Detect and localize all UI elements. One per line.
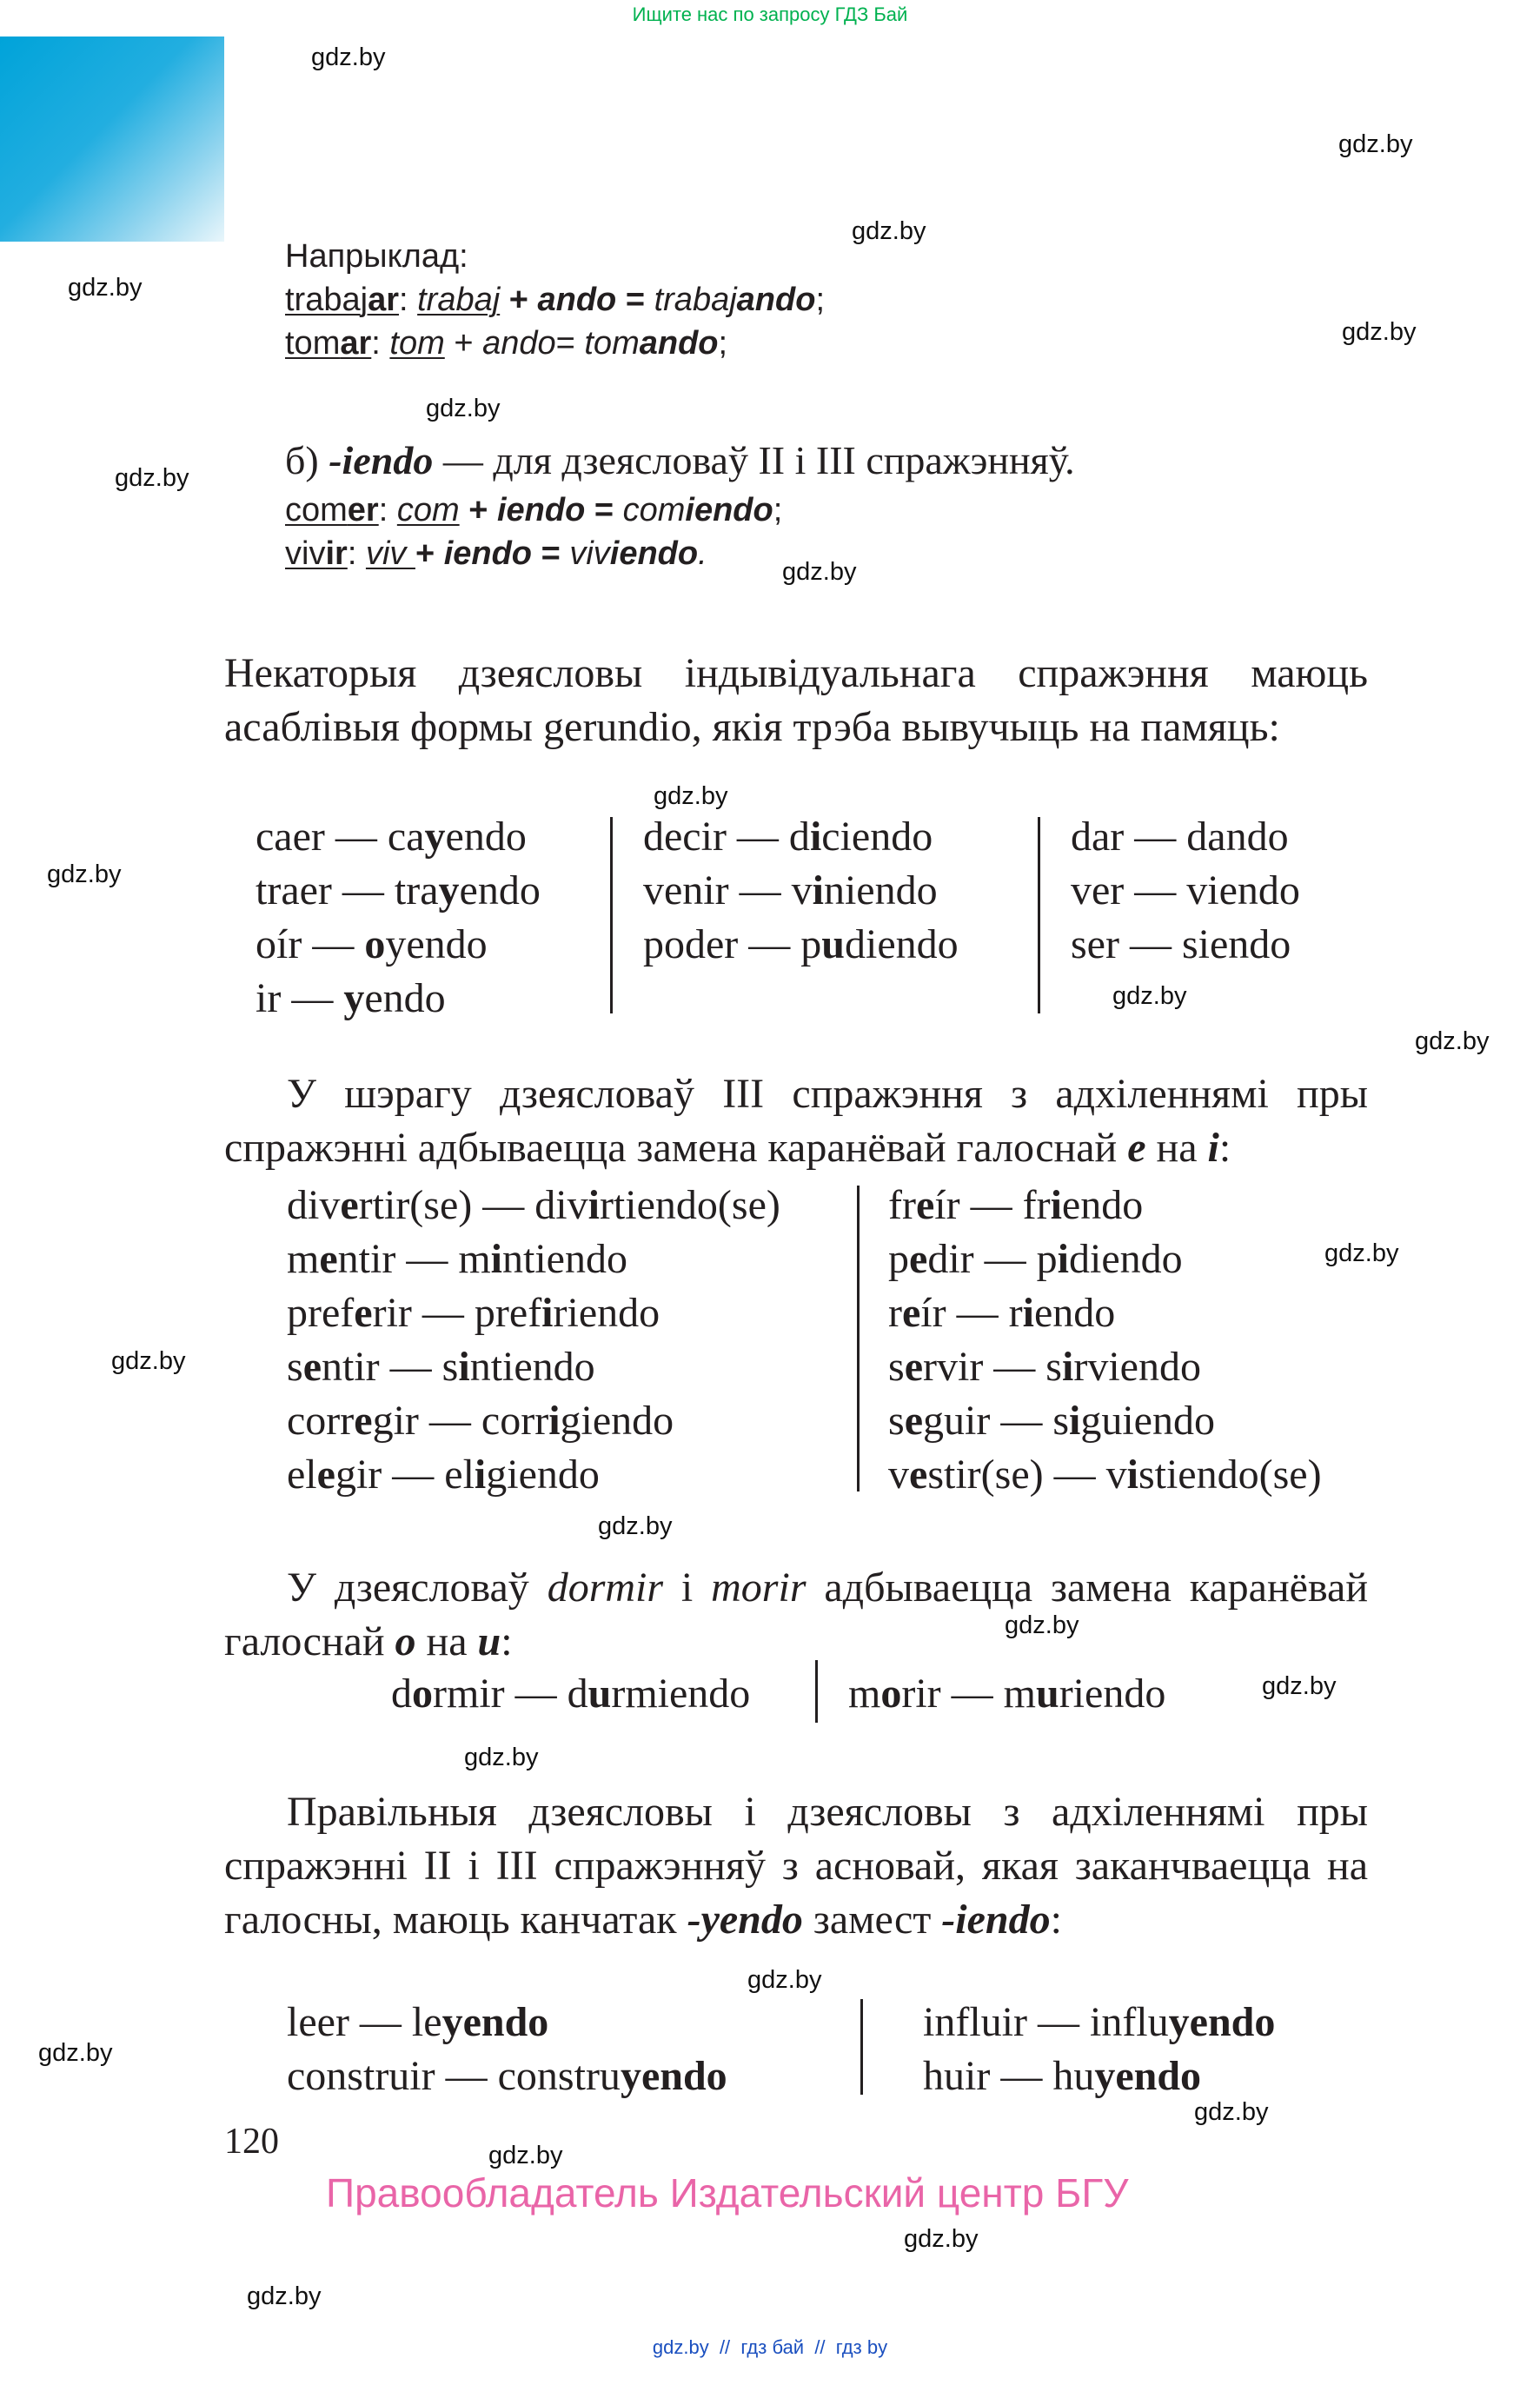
corner-color-block bbox=[0, 37, 224, 242]
verb-text: yendo bbox=[385, 921, 488, 967]
watermark: gdz.by bbox=[1324, 1239, 1399, 1267]
heading-prefix: б) bbox=[285, 438, 329, 482]
verb-list-right bbox=[923, 1996, 1275, 2103]
copyright-footer: Правообладатель Издательский центр БГУ bbox=[326, 2170, 1129, 2216]
verb-column-1 bbox=[256, 810, 541, 1026]
split-stem: tom bbox=[389, 325, 445, 362]
result-ending: iendo bbox=[685, 492, 773, 528]
example-line-trabajar bbox=[285, 278, 825, 322]
para-text: адбываецца замена каранёвай галоснай bbox=[224, 1565, 1368, 1664]
result-ending: ando bbox=[639, 325, 719, 362]
watermark: gdz.by bbox=[68, 274, 143, 302]
para-text: на bbox=[1145, 1125, 1208, 1171]
column-divider bbox=[857, 1186, 860, 1491]
result-stem: traba bbox=[654, 282, 730, 318]
verb-text: venir — v bbox=[643, 867, 813, 913]
para-text: і bbox=[663, 1565, 712, 1611]
verb-text: poder — p bbox=[643, 921, 822, 967]
verb-pair: influir — influyendo bbox=[923, 1999, 1276, 2045]
vowel-i: i bbox=[1207, 1125, 1219, 1171]
vowel-e: e bbox=[1127, 1125, 1146, 1171]
plus: + bbox=[459, 492, 497, 528]
paragraph-o-to-u bbox=[224, 1561, 1368, 1669]
verb-pair: freír — friendo bbox=[888, 1182, 1144, 1228]
verb-text: niendo bbox=[823, 867, 938, 913]
split-stem: trabaj bbox=[417, 282, 501, 318]
example-line-vivir bbox=[285, 532, 707, 575]
verb-list-left bbox=[287, 1179, 780, 1502]
verb-pair bbox=[643, 810, 959, 864]
para-text: У шэрагу дзеясловаў III спражэння з адхіленнямі пры спражэнні адбываецца замена каранёвай галоснай bbox=[224, 1071, 1368, 1171]
column-divider bbox=[860, 1999, 863, 2095]
stem-j: j bbox=[360, 282, 368, 318]
verb-pair-morir: morir — muriendo bbox=[848, 1671, 1166, 1717]
verb-pair: preferir — prefiriendo bbox=[287, 1290, 660, 1336]
result-stem: tom bbox=[584, 325, 640, 362]
paragraph-individual-forms: Некаторыя дзеясловы індывідуальнага спражэння маюць асаблівыя формы gerundio, якія трэба вывучыць на памяць: bbox=[224, 650, 1368, 750]
verb-pair: huir — huyendo bbox=[923, 2053, 1202, 2099]
example-line-comer bbox=[285, 488, 782, 532]
ending-iendo: -iendo bbox=[941, 1897, 1051, 1943]
verb-text: oír — bbox=[256, 921, 365, 967]
verb-pair bbox=[256, 918, 541, 972]
result-stem: viv bbox=[569, 535, 610, 572]
stem: tom bbox=[285, 325, 341, 362]
watermark: gdz.by bbox=[1338, 130, 1413, 158]
watermark: gdz.by bbox=[747, 1966, 822, 1994]
verb-text: traer — tra bbox=[256, 867, 439, 913]
watermark: gdz.by bbox=[47, 860, 122, 888]
watermark: gdz.by bbox=[782, 558, 857, 586]
heading-suffix: -iendo bbox=[329, 438, 434, 482]
vowel-o: o bbox=[395, 1618, 416, 1664]
watermark: gdz.by bbox=[1262, 1672, 1337, 1700]
paragraph-yendo bbox=[224, 1785, 1368, 1947]
watermark: gdz.by bbox=[247, 2282, 322, 2310]
para-text: : bbox=[501, 1618, 513, 1664]
watermark: gdz.by bbox=[904, 2225, 979, 2253]
ending: ar bbox=[368, 282, 399, 318]
watermark: gdz.by bbox=[111, 1347, 186, 1375]
verb-pair: divertir(se) — divirtiendo(se) bbox=[287, 1182, 780, 1228]
verb-text: decir — d bbox=[643, 814, 810, 860]
watermark: gdz.by bbox=[311, 43, 386, 71]
verb-pair: dar — dando bbox=[1071, 814, 1289, 860]
verb-pair bbox=[256, 810, 541, 864]
paragraph-e-to-i bbox=[224, 1067, 1368, 1175]
verb-pair: ser — siendo bbox=[1071, 921, 1291, 967]
watermark: gdz.by bbox=[1005, 1611, 1079, 1639]
verb-pair: mentir — mintiendo bbox=[287, 1236, 627, 1282]
verb-pair: seguir — siguiendo bbox=[888, 1398, 1215, 1444]
verb-list-left bbox=[287, 1996, 727, 2103]
verb-text: endo bbox=[459, 867, 541, 913]
verb-bold: y bbox=[424, 814, 446, 860]
equals: = bbox=[532, 535, 570, 572]
verb-pair bbox=[256, 864, 541, 918]
verb-bold: u bbox=[821, 921, 845, 967]
equals: = bbox=[555, 325, 585, 362]
split-stem: viv bbox=[365, 535, 415, 572]
stem: viv bbox=[285, 535, 326, 572]
verb-pair: corregir — corrigiendo bbox=[287, 1398, 674, 1444]
verb-morir: morir bbox=[711, 1565, 807, 1611]
watermark: gdz.by bbox=[426, 395, 501, 422]
tail: . bbox=[698, 535, 707, 572]
page-number: 120 bbox=[224, 2122, 279, 2162]
tail: ; bbox=[815, 282, 826, 318]
stem: com bbox=[285, 492, 348, 528]
sep: : bbox=[347, 535, 366, 572]
example-b-heading bbox=[285, 436, 1075, 485]
verb-pair: leer — leyendo bbox=[287, 1999, 549, 2045]
verb-pair: pedir — pidiendo bbox=[888, 1236, 1183, 1282]
ending: ar bbox=[340, 325, 372, 362]
verb-bold: i bbox=[809, 814, 822, 860]
verb-pair bbox=[643, 864, 959, 918]
result-ending: ando bbox=[736, 282, 816, 318]
verb-pair bbox=[256, 972, 541, 1026]
verb-pair bbox=[643, 918, 959, 972]
verb-text: caer — ca bbox=[256, 814, 425, 860]
suffix: ando bbox=[482, 325, 556, 362]
verb-pair: sentir — sintiendo bbox=[287, 1344, 595, 1390]
verb-dormir: dormir bbox=[547, 1565, 664, 1611]
watermark: gdz.by bbox=[38, 2039, 113, 2067]
verb-column-2 bbox=[643, 810, 959, 972]
verb-text: endo bbox=[364, 975, 446, 1021]
watermark: gdz.by bbox=[488, 2142, 563, 2169]
stem: traba bbox=[285, 282, 361, 318]
verb-pair: reír — riendo bbox=[888, 1290, 1116, 1336]
verb-text: ciendo bbox=[821, 814, 933, 860]
verb-text: endo bbox=[445, 814, 527, 860]
verb-pair: vestir(se) — vistiendo(se) bbox=[888, 1452, 1322, 1498]
ending: er bbox=[347, 492, 379, 528]
plus: + bbox=[415, 535, 444, 572]
watermark: gdz.by bbox=[654, 782, 728, 810]
suffix: iendo bbox=[496, 492, 586, 528]
result-stem: com bbox=[622, 492, 686, 528]
equals: = bbox=[616, 282, 654, 318]
sep: : bbox=[399, 282, 418, 318]
watermark: gdz.by bbox=[1112, 982, 1187, 1010]
para-text: : bbox=[1218, 1125, 1231, 1171]
verb-pair-dormir: dormir — durmiendo bbox=[391, 1671, 751, 1717]
tail: ; bbox=[718, 325, 728, 362]
verb-bold: i bbox=[812, 867, 824, 913]
verb-bold: y bbox=[343, 975, 365, 1021]
ending-yendo: -yendo bbox=[687, 1897, 803, 1943]
split-stem: com bbox=[396, 492, 460, 528]
watermark: gdz.by bbox=[115, 464, 189, 492]
header-note[interactable]: Ищите нас по запросу ГДЗ Бай bbox=[632, 3, 908, 25]
para-text: У дзеясловаў bbox=[287, 1565, 548, 1611]
verb-text: diendo bbox=[845, 921, 959, 967]
column-divider bbox=[815, 1660, 818, 1723]
verb-bold: y bbox=[438, 867, 460, 913]
watermark: gdz.by bbox=[464, 1744, 539, 1771]
result-ending: iendo bbox=[609, 535, 699, 572]
verb-pair: elegir — eligiendo bbox=[287, 1452, 600, 1498]
watermark: gdz.by bbox=[1194, 2098, 1269, 2126]
watermark: gdz.by bbox=[598, 1512, 673, 1540]
verb-pair: construir — construyendo bbox=[287, 2053, 727, 2099]
example-line-tomar bbox=[285, 322, 727, 365]
para-text: Правільныя дзеясловы і дзеясловы з адхіленнямі пры спражэнні II і III спражэнняў з асновай, якая заканчваецца на галосны, маюць канчатак bbox=[224, 1789, 1368, 1943]
plus: + bbox=[444, 325, 483, 362]
sep: : bbox=[378, 492, 397, 528]
result-j: j bbox=[729, 282, 737, 318]
vowel-u: u bbox=[477, 1618, 501, 1664]
watermark: gdz.by bbox=[852, 217, 926, 245]
para-text: замест bbox=[802, 1897, 942, 1943]
suffix: ando bbox=[537, 282, 617, 318]
verb-pair: ver — viendo bbox=[1071, 867, 1300, 913]
tail: ; bbox=[773, 492, 783, 528]
sep: : bbox=[371, 325, 390, 362]
verb-bold: o bbox=[364, 921, 386, 967]
column-divider bbox=[610, 817, 613, 1013]
verb-pair: servir — sirviendo bbox=[888, 1344, 1201, 1390]
suffix: iendo bbox=[443, 535, 533, 572]
verb-column-3 bbox=[1071, 810, 1300, 972]
ending: ir bbox=[325, 535, 348, 572]
example-label: Напрыклад: bbox=[285, 238, 468, 275]
equals: = bbox=[585, 492, 623, 528]
bottom-links[interactable]: gdz.by // гдз бай // гдз by bbox=[652, 2336, 888, 2358]
para-text: на bbox=[415, 1618, 478, 1664]
verb-text: ir — bbox=[256, 975, 344, 1021]
watermark: gdz.by bbox=[1342, 318, 1417, 346]
watermark: gdz.by bbox=[1415, 1027, 1490, 1055]
heading-rest: — для дзеясловаў II і III спражэнняў. bbox=[433, 438, 1075, 482]
para-text: : bbox=[1050, 1897, 1062, 1943]
plus: + bbox=[500, 282, 538, 318]
verb-list-right bbox=[888, 1179, 1322, 1502]
column-divider bbox=[1038, 817, 1040, 1013]
